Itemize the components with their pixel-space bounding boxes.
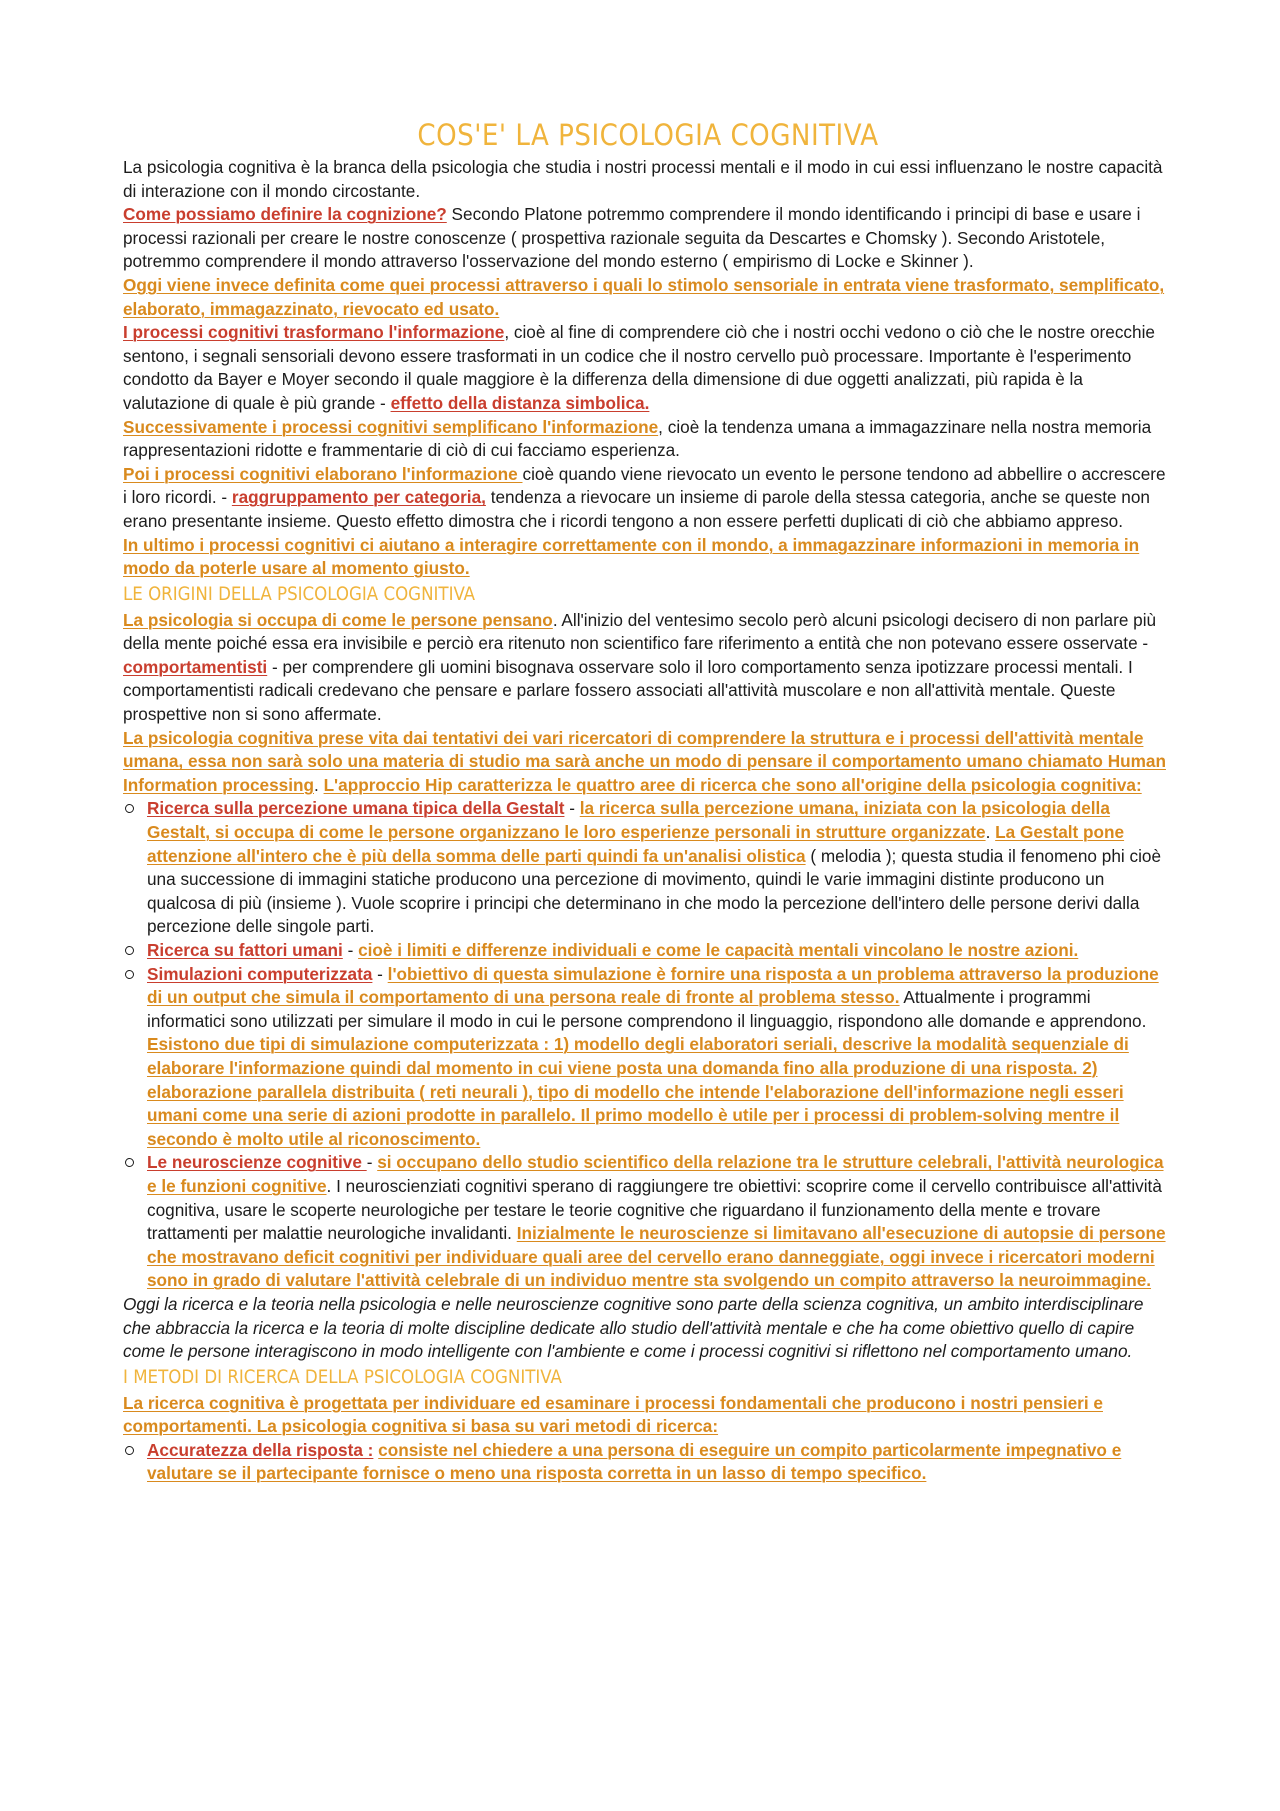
highlighted-text: In ultimo i processi cognitivi ci aiutano a interagire correttamente con il mondo, a immagazzinare informazioni in memoria in modo da poterle usare al momento giusto. — [123, 534, 1140, 579]
paragraph — [123, 609, 1173, 727]
text-run: - per comprendere gli uomini bisognava osservare solo il loro comportamento senza ipotizzare processi mentali. I comportamentisti radicali credevano che pensare e parlare fossero associati all'attività muscolare e non all'attività mentale. Queste prospettive non si sono affermate. — [123, 656, 1133, 725]
text-run: . — [985, 822, 996, 843]
origini-paragraphs — [123, 609, 1173, 798]
origini-bullet-list — [123, 797, 1173, 1292]
text-run: - — [564, 798, 580, 819]
highlighted-text: Ricerca sulla percezione umana tipica della Gestalt — [147, 798, 565, 819]
highlighted-text: Successivamente i processi cognitivi semplificano l'informazione — [123, 416, 659, 437]
highlighted-text: I processi cognitivi trasformano l'informazione — [123, 322, 505, 343]
bullet-item — [123, 1439, 1173, 1486]
text-run: - — [342, 940, 359, 960]
paragraph — [123, 274, 1173, 321]
highlighted-text: La psicologia cognitiva prese vita dai tentativi dei vari ricercatori di comprendere la struttura e i processi dell'attività mentale umana, essa non sarà solo una materia di studio ma sarà anche un modo di pensare il comportamento umano chiamato Human Information processing — [123, 727, 1166, 795]
highlighted-text: Oggi viene invece definita come quei processi attraverso i quali lo stimolo sensoriale in entrata viene trasformato, semplificato, elaborato, immagazzinato, rievocato ed usato. — [123, 274, 1165, 319]
page-title: COS'E' LA PSICOLOGIA COGNITIVA — [417, 118, 879, 152]
text-run: . I neuroscienziati cognitivi sperano di raggiungere tre obiettivi: scoprire come il cervello contribuisce all'attività cognitiva, usare le scoperte neurologiche per testare le teorie cognitive che riguardano il funzionamento della mente e trovare trattamenti per malattie neurologiche invalidanti. — [147, 1175, 1162, 1244]
metodi-bullet-list — [123, 1439, 1173, 1486]
highlighted-text: cioè i limiti e differenze individuali e come le capacità mentali vincolano le nostre azioni. — [358, 940, 1079, 960]
section-title-metodi: I METODI DI RICERCA DELLA PSICOLOGIA COGNITIVA — [123, 1366, 562, 1388]
text-run: - — [366, 1152, 378, 1173]
highlighted-text: Le neuroscienze cognitive — [147, 1152, 367, 1173]
highlighted-text: effetto della distanza simbolica. — [390, 392, 650, 413]
highlighted-text: Esistono due tipi di simulazione computerizzata : 1) modello degli elaboratori seriali, descrive la modalità sequenziale di elaborare l'informazione quindi dal momento in cui viene posta una domanda fino alla produzione di una risposta. 2) elaborazione parallela distribuita ( reti neurali ), tipo di modello che intende l'elaborazione dell'informazione negli esseri umani come una serie di azioni prodotte in parallelo. Il primo modello è utile per i processi di problem-solving mentre il secondo è molto utile al riconoscimento. — [147, 1034, 1129, 1149]
text-run: Attualmente i programmi informatici sono utilizzati per simulare il modo in cui le persone comprendono il linguaggio, rispondono alle domande e apprendono. — [147, 987, 1147, 1031]
paragraph — [123, 727, 1173, 798]
highlighted-text: La Gestalt pone attenzione all'intero che è più della somma delle parti quindi fa un'analisi olistica — [147, 822, 1125, 866]
highlighted-text: La psicologia si occupa di come le persone pensano — [123, 609, 553, 630]
text-run: La psicologia cognitiva è la branca della psicologia che studia i nostri processi mentali e il modo in cui essi influenzano le nostre capacità di interazione con il mondo circostante. — [123, 157, 1163, 201]
highlighted-text: l'obiettivo di questa simulazione è fornire una risposta a un problema attraverso la produzione di un output che simula il comportamento di una persona reale di fronte al problema stesso. — [147, 963, 1159, 1008]
paragraph — [123, 463, 1173, 534]
intro-section — [123, 156, 1173, 581]
closing-paragraph: Oggi la ricerca e la teoria nella psicologia e nelle neuroscienze cognitive sono parte della scienza cognitiva, un ambito interdisciplinare che abbraccia la ricerca e la teoria di molte discipline dedicate allo studio dell'attività mentale e che ha come obiettivo quello di capire come le persone interagiscono in modo intelligente con l'ambiente e come i processi cognitivi si riflettono nel comportamento umano. — [123, 1293, 1144, 1362]
text-run: cioè quando viene rievocato un evento le persone tendono ad abbellire o accrescere i loro ricordi. - — [123, 463, 1166, 508]
highlighted-text: raggruppamento per categoria, — [231, 487, 486, 508]
highlighted-text: Accuratezza della risposta : — [147, 1439, 374, 1460]
text-run: , cioè al fine di comprendere ciò che i nostri occhi vedono o ciò che le nostre orecchie sentono, i segnali sensoriali devono essere trasformati in un codice che il nostro cervello può processare. Importante è l'esperimento condotto da Bayer e Moyer secondo il quale maggiore è la differenza della dimensione di due oggetti analizzati, più rapida è la valutazione di quale è più grande - — [123, 322, 1155, 413]
text-run: , cioè la tendenza umana a immagazzinare nella nostra memoria rappresentazioni ridotte e frammentarie di ciò di cui facciamo esperienza. — [123, 416, 1152, 461]
highlighted-text: Come possiamo definire la cognizione? — [123, 204, 447, 225]
paragraph — [123, 1392, 1173, 1439]
bullet-item — [123, 963, 1173, 1152]
highlighted-text: comportamentisti — [123, 656, 268, 677]
paragraph — [123, 321, 1173, 415]
document-page — [123, 118, 1173, 1486]
metodi-paragraphs — [123, 1392, 1173, 1439]
highlighted-text: La ricerca cognitiva è progettata per individuare ed esaminare i processi fondamentali che producono i nostri pensieri e comportamenti. La psicologia cognitiva si basa su vari metodi di ricerca: — [123, 1392, 1103, 1437]
text-run: . All'inizio del ventesimo secolo però alcuni psicologi decisero di non parlare più della mente poiché essa era invisibile e perciò era ritenuto non scientifico fare riferimento a entità che non potevano essere osservate - — [123, 609, 1157, 654]
text-run: Secondo Platone potremmo comprendere il mondo identificando i principi di base e usare i processi razionali per creare le nostre conoscenze ( prospettiva razionale seguita da Descartes e Chomsky ). Secondo Aristotele, potremmo comprendere il mondo attraverso l'osservazione del mondo esterno ( empirismo di Locke e Skinner ). — [123, 204, 1141, 272]
text-run: - — [372, 963, 388, 984]
section-title-origini: LE ORIGINI DELLA PSICOLOGIA COGNITIVA — [123, 583, 476, 605]
paragraph — [123, 416, 1173, 463]
highlighted-text: L'approccio Hip caratterizza le quattro aree di ricerca che sono all'origine della psicologia cognitiva: — [323, 774, 1142, 795]
highlighted-text: Inizialmente le neuroscienze si limitavano all'esecuzione di autopsie di persone che mostravano deficit cognitivi per individuare quali aree del cervello erano danneggiate, oggi invece i ricercatori moderni sono in grado di valutare l'attività celebrale di un individuo mentre sta svolgendo un compito attraverso la neuroimmagine. — [147, 1223, 1166, 1291]
paragraph — [123, 156, 1173, 203]
highlighted-text: Poi i processi cognitivi elaborano l'informazione — [123, 463, 523, 484]
highlighted-text: Simulazioni computerizzata — [147, 963, 373, 984]
text-run: tendenza a rievocare un insieme di parole della stessa categoria, anche se queste non erano presentante insieme. Questo effetto dimostra che i ricordi tengono a non essere perfetti duplicati di ciò che abbiamo appreso. — [123, 487, 1150, 531]
bullet-item — [123, 939, 1173, 963]
text-run: ( melodia ); questa studia il fenomeno phi cioè una successione di immagini statiche producono una percezione di movimento, quindi le varie immagini distinte producono un qualcosa di più (insieme ). Vuole scoprire i principi che determinano in che modo la percezione dell'intero delle persone derivi dalla percezione delle singole parti. — [147, 845, 1162, 937]
bullet-item — [123, 1151, 1173, 1293]
highlighted-text: Ricerca su fattori umani — [147, 940, 343, 960]
paragraph — [123, 203, 1173, 274]
highlighted-text: si occupano dello studio scientifico della relazione tra le strutture celebrali, l'attività neurologica e le funzioni cognitive — [147, 1152, 1164, 1196]
text-run: . — [314, 774, 324, 795]
highlighted-text: la ricerca sulla percezione umana, iniziata con la psicologia della Gestalt, si occupa di come le persone organizzano le loro esperienze personali in strutture organizzate — [147, 798, 1110, 843]
paragraph — [123, 534, 1173, 581]
bullet-item — [123, 797, 1173, 939]
highlighted-text: consiste nel chiedere a una persona di eseguire un compito particolarmente impegnativo e valutare se il partecipante fornisce o meno una risposta corretta in un lasso di tempo specifico. — [147, 1439, 1122, 1484]
